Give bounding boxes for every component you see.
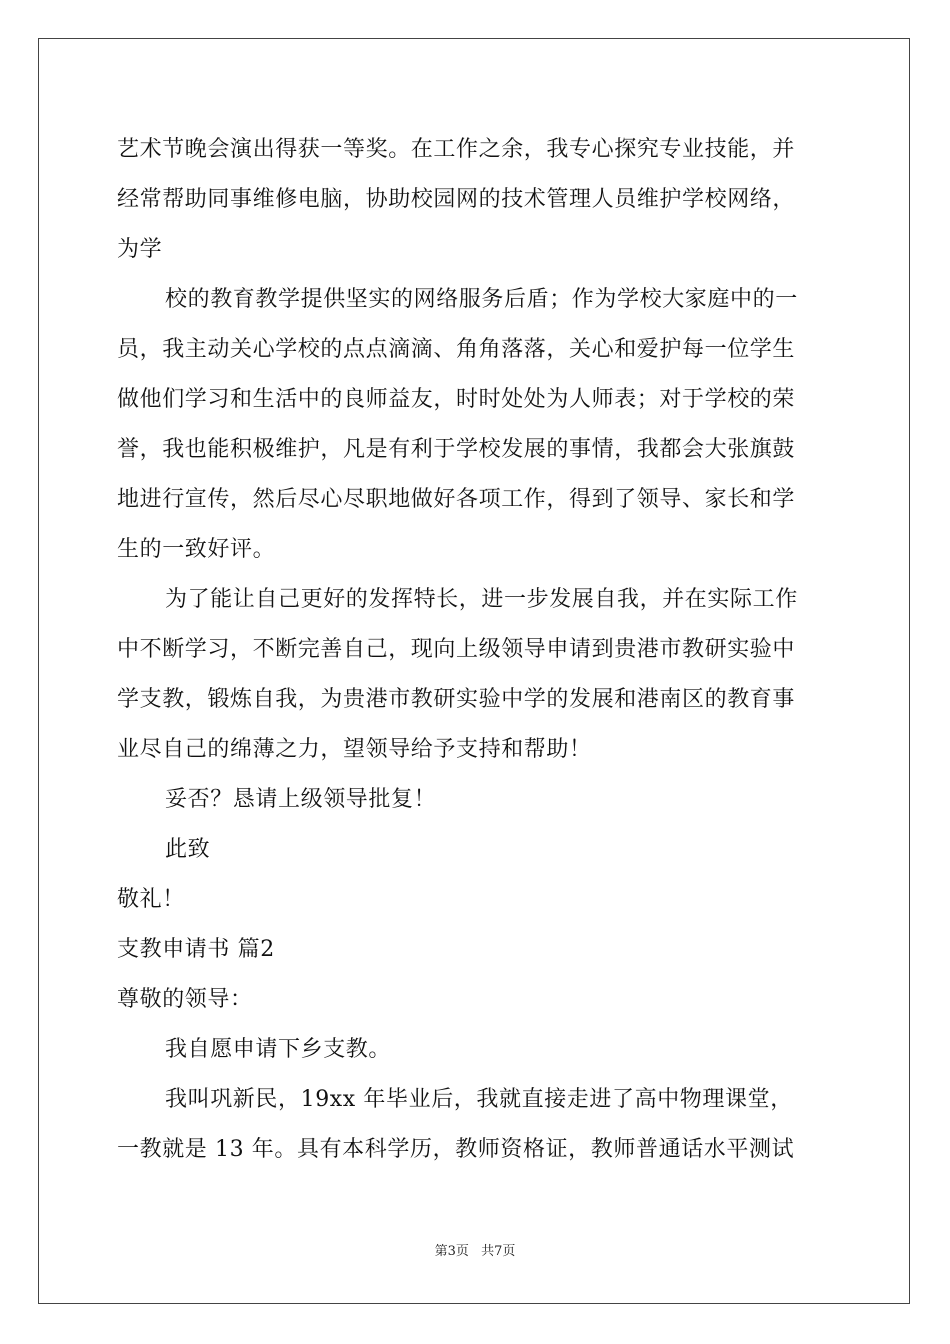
text-line: 誉，我也能积极维护，凡是有利于学校发展的事情，我都会大张旗鼓 bbox=[117, 437, 796, 462]
text-line: 艺术节晚会演出得获一等奖。在工作之余，我专心探究专业技能，并 bbox=[117, 137, 796, 162]
text-line: 校的教育教学提供坚实的网络服务后盾；作为学校大家庭中的一 bbox=[165, 287, 798, 312]
text-line: 此致 bbox=[165, 837, 211, 862]
text-line: 我叫巩新民，19xx 年毕业后，我就直接走进了高中物理课堂， bbox=[165, 1087, 793, 1112]
text-line: 生的一致好评。 bbox=[117, 537, 276, 562]
text-line: 一教就是 13 年。具有本科学历，教师资格证，教师普通话水平测试 bbox=[117, 1137, 795, 1162]
text-line: 为学 bbox=[117, 237, 163, 262]
page-footer bbox=[0, 1240, 950, 1259]
text-line: 中不断学习，不断完善自己，现向上级领导申请到贵港市教研实验中 bbox=[117, 637, 796, 662]
text-line: 经常帮助同事维修电脑，协助校园网的技术管理人员维护学校网络， bbox=[117, 187, 796, 212]
page-border bbox=[38, 38, 910, 1304]
text-line: 敬礼！ bbox=[117, 887, 185, 912]
text-line: 为了能让自己更好的发挥特长，进一步发展自我，并在实际工作 bbox=[165, 587, 798, 612]
text-line: 我自愿申请下乡支教。 bbox=[165, 1037, 392, 1062]
page-total: 共7页 bbox=[481, 1244, 516, 1259]
text-line: 妥否？恳请上级领导批复！ bbox=[165, 787, 437, 812]
text-line: 员，我主动关心学校的点点滴滴、角角落落，关心和爱护每一位学生 bbox=[117, 337, 796, 362]
page-number: 第3页 bbox=[434, 1244, 469, 1259]
text-line: 做他们学习和生活中的良师益友，时时处处为人师表；对于学校的荣 bbox=[117, 387, 796, 412]
text-line: 业尽自己的绵薄之力，望领导给予支持和帮助！ bbox=[117, 737, 592, 762]
text-line: 地进行宣传，然后尽心尽职地做好各项工作，得到了领导、家长和学 bbox=[117, 487, 796, 512]
section-heading: 支教申请书 篇2 bbox=[117, 937, 275, 962]
salutation: 尊敬的领导： bbox=[117, 987, 253, 1012]
text-line: 学支教，锻炼自我，为贵港市教研实验中学的发展和港南区的教育事 bbox=[117, 687, 796, 712]
